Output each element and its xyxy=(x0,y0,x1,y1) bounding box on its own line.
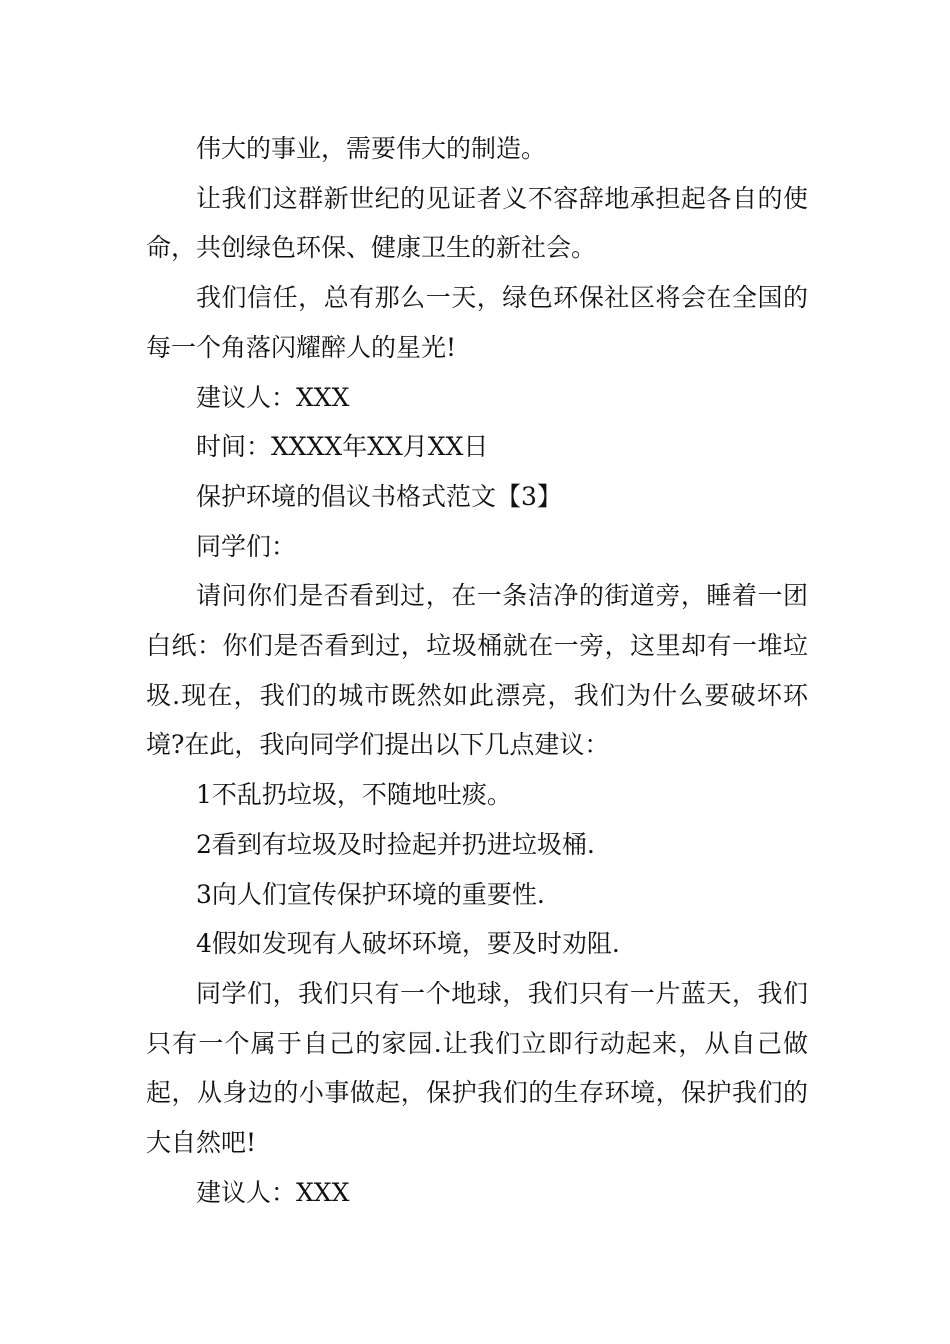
paragraph-question: 请问你们是否看到过，在一条洁净的街道旁，睡着一团白纸：你们是否看到过，垃圾桶就在一旁，这里却有一堆垃圾.现在，我们的城市既然如此漂亮，我们为什么要破坏环境?在此，我向同学们提出以下几点建议： xyxy=(146,581,808,760)
paragraph-call-to-action: 同学们，我们只有一个地球，我们只有一片蓝天，我们只有一个属于自己的家园.让我们立即行动起来，从自己做起，从身边的小事做起，保护我们的生存环境，保护我们的大自然吧! xyxy=(146,978,808,1158)
paragraph-mission: 让我们这群新世纪的见证者义不容辞地承担起各自的使命，共创绿色环保、健康卫生的新社会。 xyxy=(146,183,808,263)
document-body xyxy=(146,124,808,1217)
suggestion-item-1: 1不乱扔垃圾，不随地吐痰。 xyxy=(196,780,512,810)
paragraph-belief: 我们信任，总有那么一天，绿色环保社区将会在全国的每一个角落闪耀醉人的星光! xyxy=(146,283,808,362)
suggestion-item-3: 3向人们宣传保护环境的重要性. xyxy=(196,879,545,909)
signature-proposer-2: 建议人：XXX xyxy=(196,1177,350,1207)
salutation: 同学们： xyxy=(196,531,297,561)
suggestion-item-2: 2看到有垃圾及时捡起并扔进垃圾桶. xyxy=(196,829,595,859)
paragraph-closing-statement: 伟大的事业，需要伟大的制造。 xyxy=(196,134,547,163)
signature-proposer: 建议人：XXX xyxy=(196,382,350,412)
section-title: 保护环境的倡议书格式范文【3】 xyxy=(196,481,562,511)
suggestion-item-4: 4假如发现有人破坏环境，要及时劝阻. xyxy=(196,929,620,959)
signature-date: 时间：XXXX年XX月XX日 xyxy=(196,432,489,462)
